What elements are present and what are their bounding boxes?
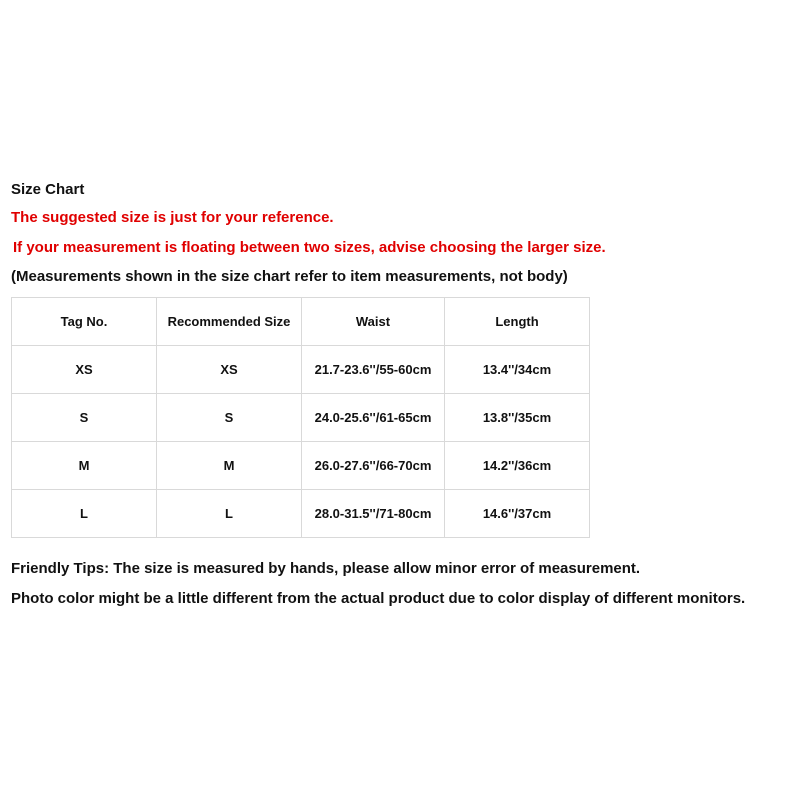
friendly-tips: Friendly Tips: The size is measured by hands, please allow minor error of measurement. <box>11 560 641 577</box>
cell-length: 14.2''/36cm <box>445 442 590 490</box>
cell-recommended-size: M <box>157 442 302 490</box>
page-title: Size Chart <box>11 181 85 198</box>
table-header-row <box>12 298 590 346</box>
cell-waist: 26.0-27.6''/66-70cm <box>302 442 445 490</box>
cell-waist: 21.7-23.6''/55-60cm <box>302 346 445 394</box>
measurement-note: (Measurements shown in the size chart refer to item measurements, not body) <box>11 268 568 285</box>
cell-tag-no: XS <box>12 346 157 394</box>
color-disclaimer: Photo color might be a little different from the actual product due to color display of different monitors. <box>11 590 746 607</box>
header-length: Length <box>445 298 590 346</box>
size-advice-note: If your measurement is floating between two sizes, advise choosing the larger size. <box>13 239 606 256</box>
cell-waist: 24.0-25.6''/61-65cm <box>302 394 445 442</box>
cell-recommended-size: L <box>157 490 302 538</box>
table-row <box>12 490 590 538</box>
table-row <box>12 394 590 442</box>
cell-recommended-size: XS <box>157 346 302 394</box>
header-tag-no: Tag No. <box>12 298 157 346</box>
header-waist: Waist <box>302 298 445 346</box>
cell-tag-no: S <box>12 394 157 442</box>
table-row <box>12 346 590 394</box>
table-row <box>12 442 590 490</box>
cell-length: 14.6''/37cm <box>445 490 590 538</box>
cell-tag-no: M <box>12 442 157 490</box>
size-chart-table <box>11 297 590 538</box>
cell-recommended-size: S <box>157 394 302 442</box>
cell-waist: 28.0-31.5''/71-80cm <box>302 490 445 538</box>
cell-tag-no: L <box>12 490 157 538</box>
cell-length: 13.8''/35cm <box>445 394 590 442</box>
reference-note: The suggested size is just for your reference. <box>11 209 334 226</box>
header-recommended-size: Recommended Size <box>157 298 302 346</box>
cell-length: 13.4''/34cm <box>445 346 590 394</box>
